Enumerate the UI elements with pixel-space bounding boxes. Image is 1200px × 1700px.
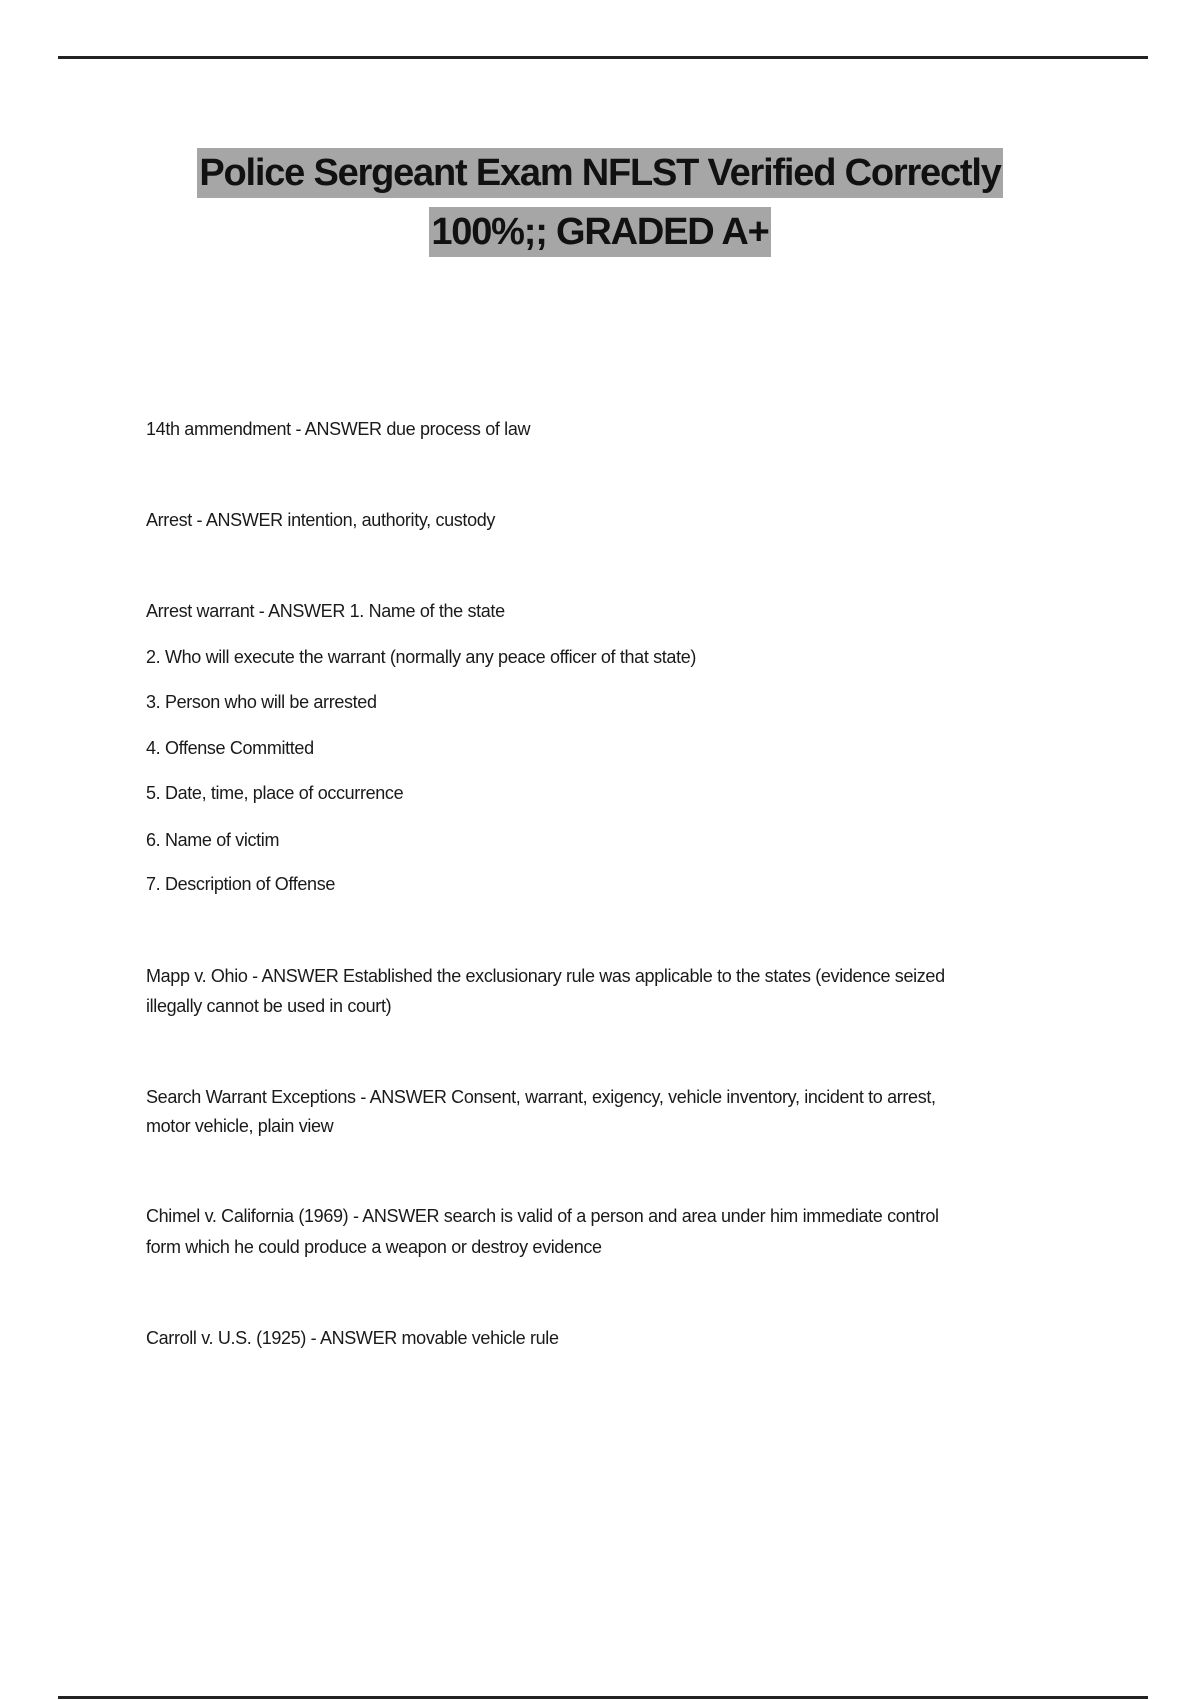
warrant-item: 5. Date, time, place of occurrence bbox=[146, 783, 404, 803]
warrant-item: 3. Person who will be arrested bbox=[146, 692, 377, 712]
header-rule bbox=[58, 56, 1148, 59]
title-text: 100%;; GRADED A+ bbox=[429, 207, 770, 257]
title-text: Police Sergeant Exam NFLST Verified Correctly bbox=[197, 148, 1002, 198]
entry-search-warrant-exceptions-cont: motor vehicle, plain view bbox=[146, 1116, 334, 1136]
warrant-item: 7. Description of Offense bbox=[146, 874, 336, 894]
document-title-line-2 bbox=[0, 205, 1200, 259]
entry-arrest: Arrest - ANSWER intention, authority, custody bbox=[146, 510, 496, 530]
warrant-item: 6. Name of victim bbox=[146, 830, 280, 850]
entry-carroll-v-us: Carroll v. U.S. (1925) - ANSWER movable vehicle rule bbox=[146, 1328, 559, 1348]
warrant-item: 2. Who will execute the warrant (normally any peace officer of that state) bbox=[146, 647, 697, 667]
warrant-item: 4. Offense Committed bbox=[146, 738, 314, 758]
entry-mapp-v-ohio-cont: illegally cannot be used in court) bbox=[146, 996, 392, 1016]
document-title-line-1 bbox=[0, 146, 1200, 200]
entry-chimel-v-california: Chimel v. California (1969) - ANSWER search is valid of a person and area under him immediate control bbox=[146, 1206, 939, 1226]
entry-chimel-v-california-cont: form which he could produce a weapon or destroy evidence bbox=[146, 1237, 602, 1257]
entry-arrest-warrant: Arrest warrant - ANSWER 1. Name of the state bbox=[146, 601, 505, 621]
entry-mapp-v-ohio: Mapp v. Ohio - ANSWER Established the exclusionary rule was applicable to the states (evidence seized bbox=[146, 966, 945, 986]
footer-rule bbox=[58, 1696, 1148, 1699]
entry-search-warrant-exceptions: Search Warrant Exceptions - ANSWER Consent, warrant, exigency, vehicle inventory, incident to arrest, bbox=[146, 1087, 936, 1107]
entry-14th-amendment: 14th ammendment - ANSWER due process of law bbox=[146, 419, 531, 439]
